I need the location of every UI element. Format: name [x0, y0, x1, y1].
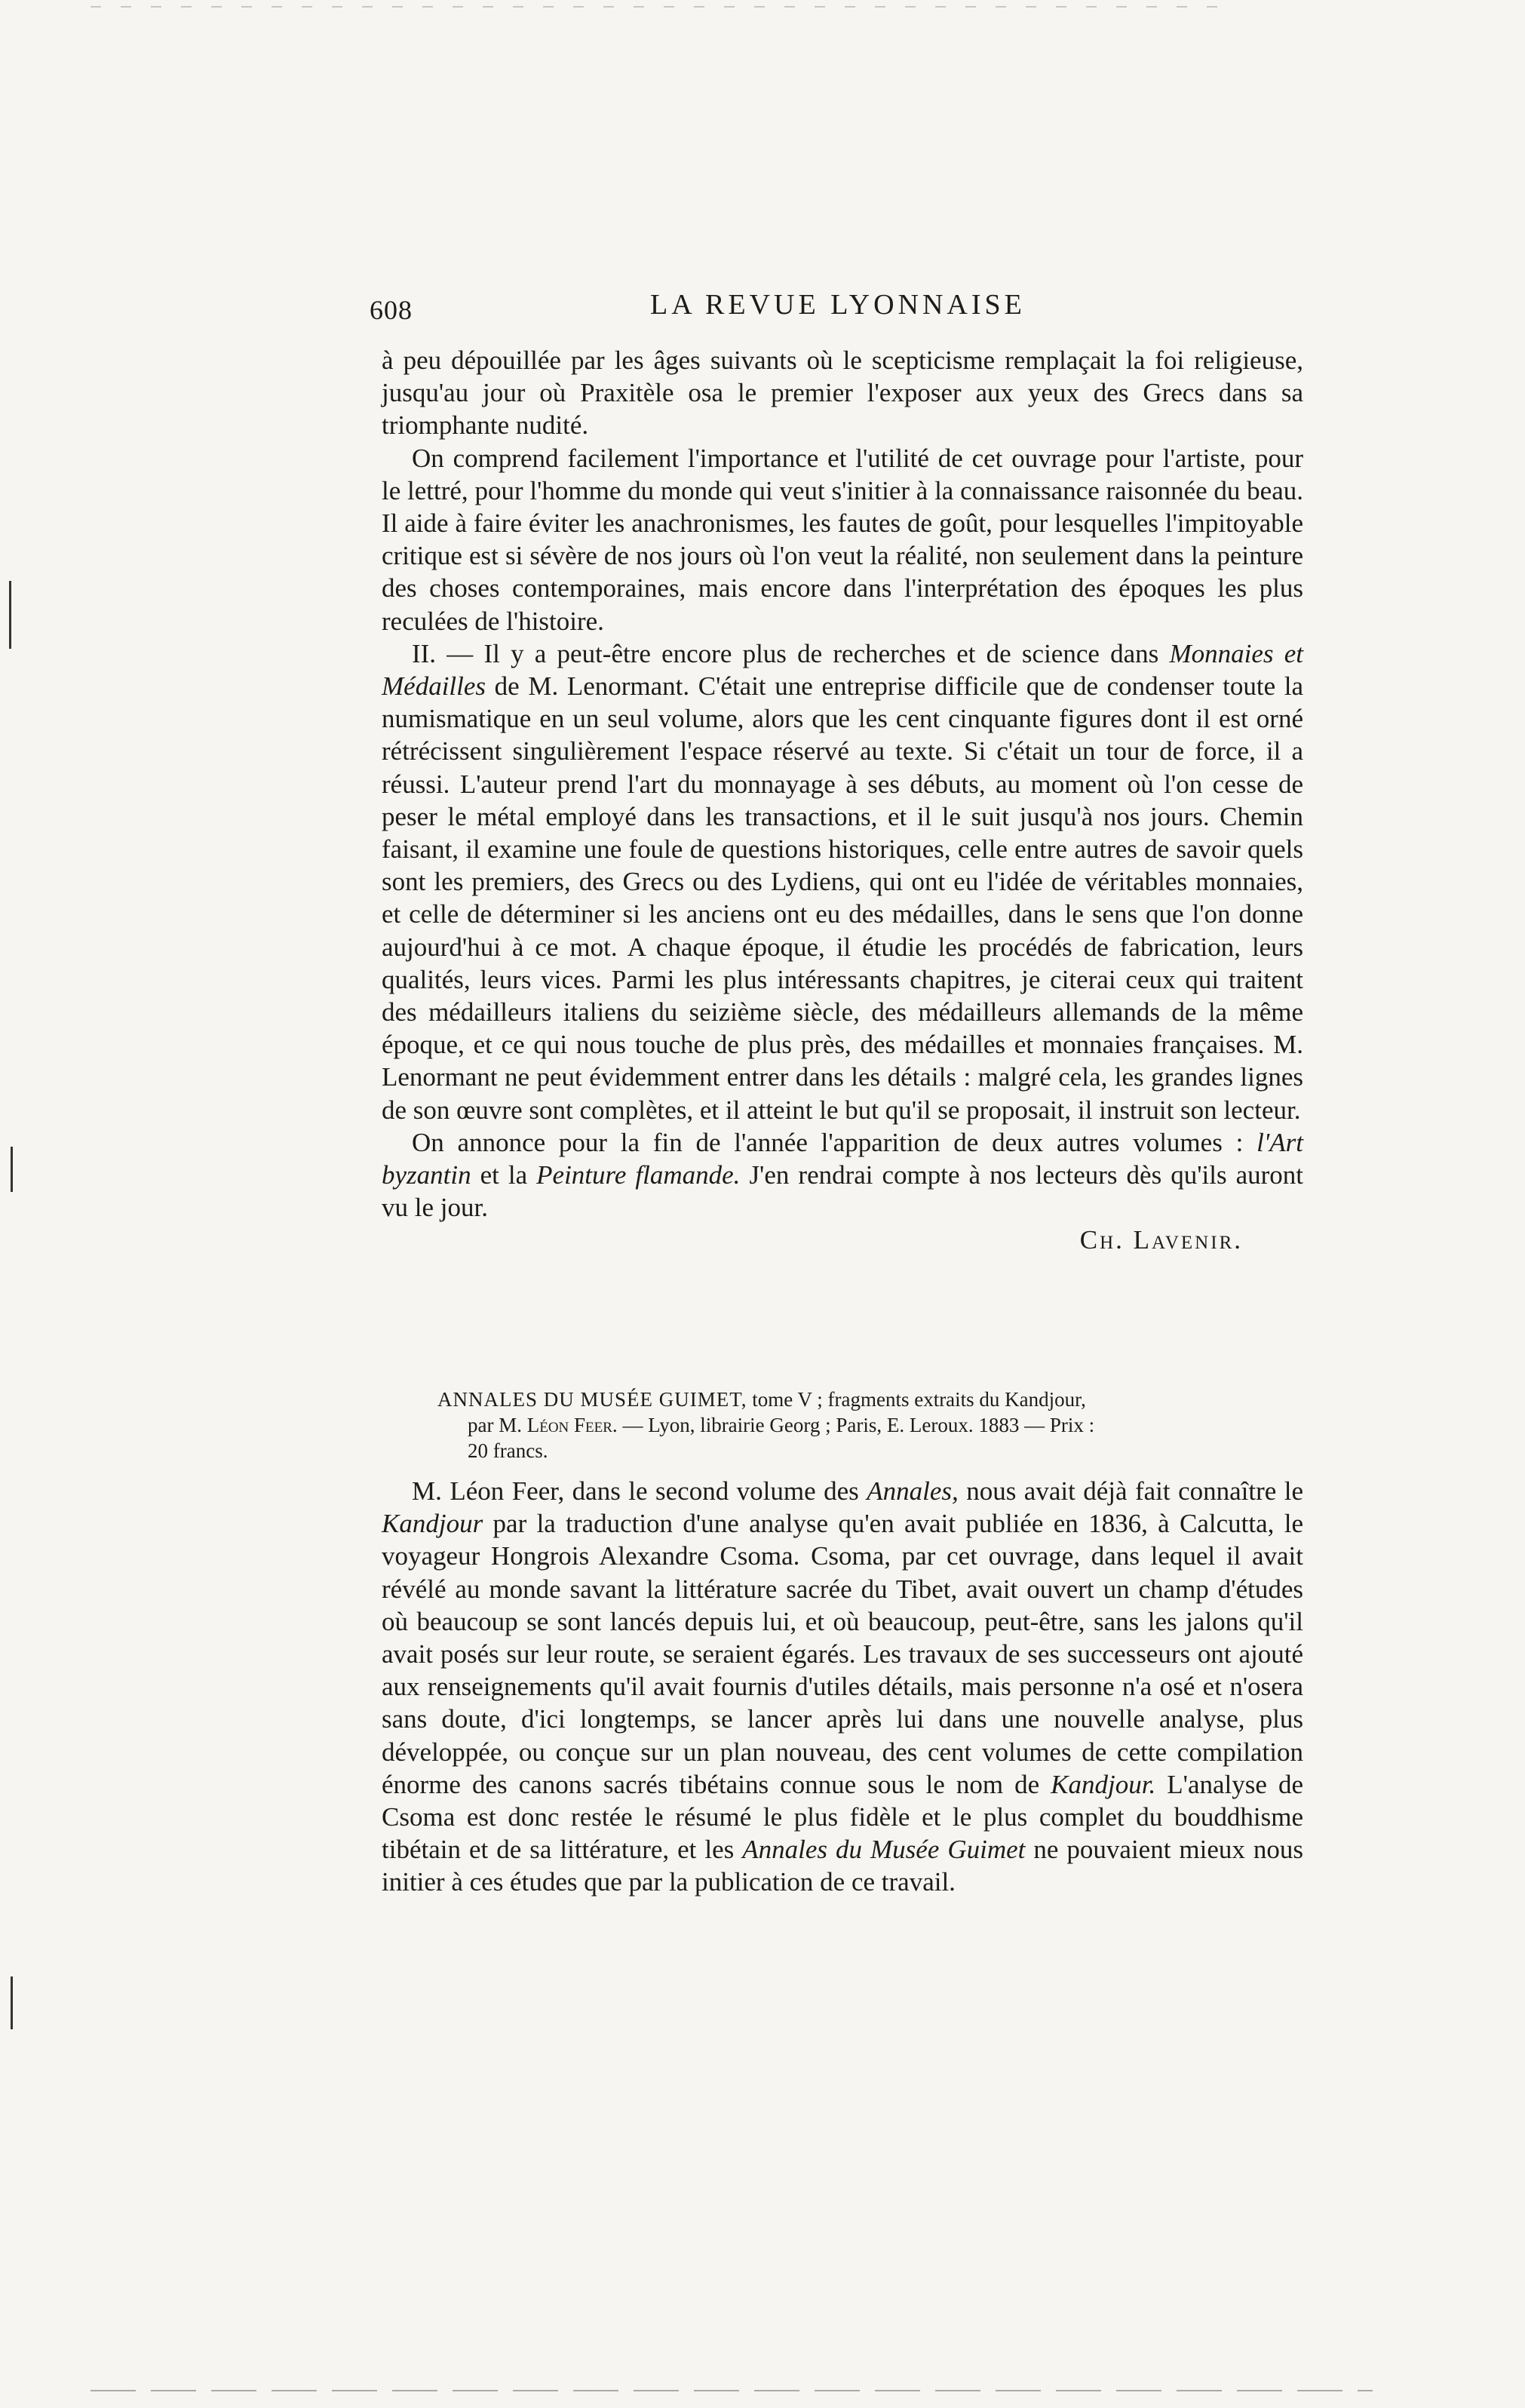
- book-title: Annales du Musée Guimet: [742, 1835, 1026, 1865]
- bib-price: 20 francs.: [468, 1439, 548, 1462]
- bib-text: — Lyon, librairie Georg ; Paris, E. Leroux. 1883 — Prix :: [622, 1414, 1095, 1436]
- text-run: L'analyse de Csoma est donc restée le résumé le plus fidèle et le plus complet du bouddhisme tibétain et de sa littérature, et les: [382, 1769, 1303, 1865]
- text-run: nous avait déjà fait connaître le: [966, 1476, 1304, 1506]
- bib-line: [437, 1387, 1305, 1412]
- scan-artifact-top: [91, 6, 1222, 8]
- book-title: Peinture flamande.: [536, 1160, 741, 1190]
- text-run: et la: [480, 1160, 528, 1190]
- bib-line: [437, 1438, 1305, 1464]
- book-title: Monnaies et Médailles: [382, 638, 1304, 702]
- bib-text: tome V ; fragments extraits du Kandjour,: [752, 1388, 1086, 1411]
- author-signature: Ch. Lavenir.: [1079, 1225, 1243, 1255]
- text-run: II. — Il y a peut-être encore plus de recherches et de science dans: [412, 638, 1159, 668]
- paragraph: On comprend facilement l'importance et l'utilité de cet ouvrage pour l'artiste, pour le lettré, pour l'homme du monde qui veut s'initier à la connaissance raisonnée du beau. Il aide à faire éviter les anachronismes, les fautes de goût, pour lesquelles l'impitoyable critique est si sévère de nos jours où l'on veut la réalité, non seulement dans la peinture des choses contemporaines, mais encore dans l'interprétation des époques les plus reculées de l'histoire.: [382, 443, 1303, 636]
- book-title: Annales,: [867, 1476, 959, 1506]
- bib-author: Léon Feer.: [526, 1414, 618, 1436]
- bib-line: [437, 1412, 1305, 1438]
- bib-text: par M.: [468, 1414, 522, 1436]
- text-run: de M. Lenormant. C'était une entreprise difficile que de condenser toute la numismatique en un seul volume, alors que les cent cinquante figures dont il est orné rétrécissent singulièrement l'espace réservé au texte. Si c'était un tour de force, il a réussi. L'auteur prend l'art du monnayage à ses débuts, au moment où l'on cesse de peser le métal employé dans les transactions, et il le suit jusqu'à nos jours. Chemin faisant, il examine une foule de questions historiques, celle entre autres de savoir quels sont les premiers, des Grecs ou des Lydiens, qui ont eu l'idée de véritables monnaies, et celle de déterminer si les anciens ont eu des médailles, dans le sens que l'on donne aujourd'hui à ce mot. A chaque époque, il étudie les procédés de fabrication, leurs qualités, leurs vices. Parmi les plus intéressants chapitres, je citerai ceux qui traitent des médailleurs italiens du seizième siècle, des médailleurs allemands de la même époque, et ce qui nous touche de plus près, des médailles et monnaies françaises. M. Lenormant ne peut évidemment entrer dans les détails : malgré cela, les grandes lignes de son œuvre sont complètes, et il atteint le but qu'il se proposait, il instruit son lecteur.: [382, 671, 1304, 1125]
- paragraph: [382, 1475, 1303, 1899]
- page-number: 608: [370, 295, 413, 325]
- margin-mark: [9, 581, 11, 649]
- page-header: [370, 288, 1312, 333]
- review-section-1: [382, 344, 1303, 1257]
- paragraph: [382, 637, 1303, 1126]
- bibliographic-entry: [437, 1387, 1305, 1464]
- book-title: Kandjour.: [1051, 1769, 1156, 1799]
- book-title: Kandjour: [382, 1509, 483, 1539]
- scan-artifact-bottom: [91, 2390, 1373, 2391]
- paragraph: à peu dépouillée par les âges suivants où le scepticisme remplaçait la foi religieuse, jusqu'au jour où Praxitèle osa le premier l'exposer aux yeux des Grecs dans sa triomphante nudité.: [382, 346, 1303, 441]
- text-run: J'en rendrai compte à nos lecteurs dès qu'ils auront vu le jour.: [382, 1160, 1304, 1223]
- text-run: M. Léon Feer, dans le second volume des: [412, 1476, 859, 1506]
- book-title: l'Art byzantin: [382, 1127, 1303, 1190]
- running-title: LA REVUE LYONNAISE: [650, 289, 1026, 321]
- text-run: ne pouvaient mieux nous initier à ces études que par la publication de ce travail.: [382, 1835, 1304, 1897]
- margin-mark: [11, 1976, 13, 2029]
- text-run: par la traduction d'une analyse qu'en avait publiée en 1836, à Calcutta, le voyageur Hongrois Alexandre Csoma. Csoma, par cet ouvrage, dans lequel il avait révélé au monde savant la littérature sacrée du Tibet, avait ouvert un champ d'études où beaucoup se sont lancés depuis lui, et où beaucoup, peut-être, sans les jalons qu'il avait posés sur leur route, se seraient égarés. Les travaux de ses successeurs ont ajouté aux renseignements qu'il avait fournis d'utiles détails, mais personne n'a osé et n'osera sans doute, d'ici longtemps, se lancer après lui dans une nouvelle analyse, plus développée, ou conçue sur un plan nouveau, des cent volumes de cette compilation énorme des canons sacrés tibétains connue sous le nom de: [382, 1509, 1304, 1799]
- bib-title: ANNALES DU MUSÉE GUIMET,: [437, 1388, 747, 1411]
- text-run: On annonce pour la fin de l'année l'apparition de deux autres volumes :: [412, 1127, 1244, 1157]
- paragraph: [382, 1126, 1303, 1224]
- review-section-2: [382, 1475, 1303, 1899]
- signature-line: [382, 1224, 1303, 1256]
- margin-mark: [11, 1147, 13, 1192]
